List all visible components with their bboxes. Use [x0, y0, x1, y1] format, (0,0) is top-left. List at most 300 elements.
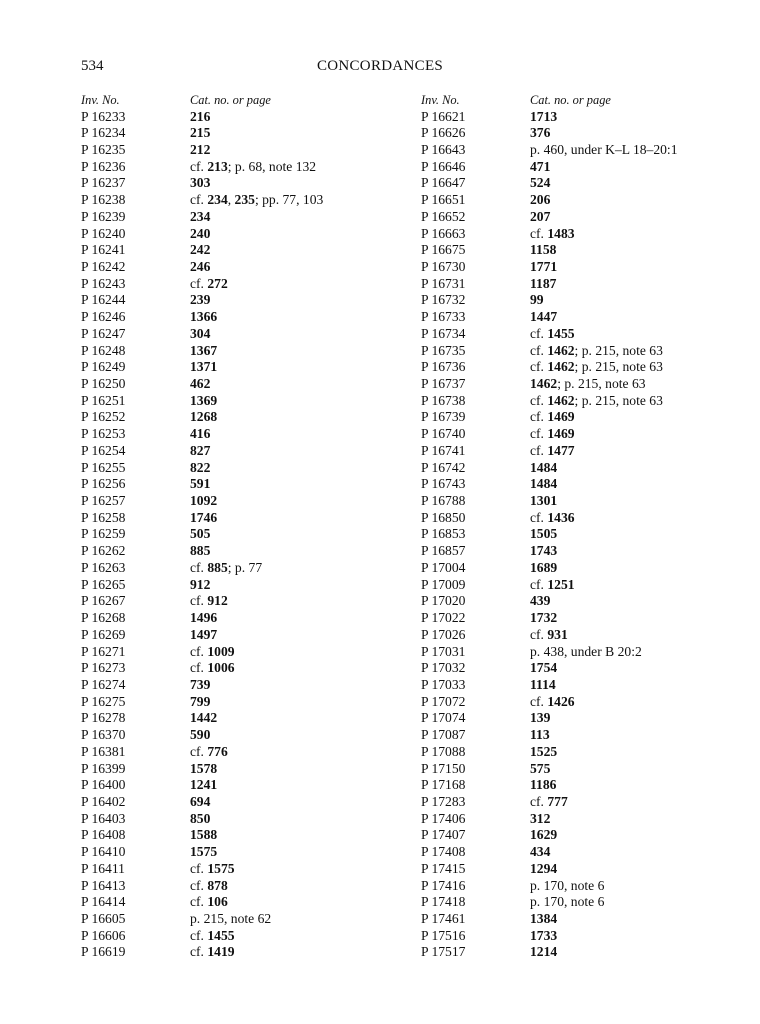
- reference-text: p. 170, note 6: [530, 877, 605, 893]
- catalogue-reference: [190, 593, 228, 610]
- reference-text: cf.: [530, 576, 548, 592]
- catalogue-reference: [190, 694, 210, 711]
- catalogue-number: 207: [530, 208, 551, 224]
- catalogue-number: 878: [207, 877, 228, 893]
- inventory-number: P 17408: [421, 844, 466, 860]
- catalogue-reference: [530, 443, 575, 460]
- reference-text: cf.: [530, 409, 548, 425]
- inventory-number: P 16255: [81, 459, 126, 475]
- catalogue-reference: [530, 526, 557, 543]
- catalogue-number: 312: [530, 810, 551, 826]
- inventory-number: P 17168: [421, 777, 466, 793]
- catalogue-number: 206: [530, 192, 551, 208]
- inventory-number: P 16408: [81, 827, 126, 843]
- inventory-number: P 16742: [421, 459, 466, 475]
- catalogue-number: 1092: [190, 493, 218, 509]
- inventory-number: P 16241: [81, 242, 126, 258]
- reference-text: ; p. 68, note 132: [227, 158, 317, 174]
- catalogue-number: 1713: [530, 108, 558, 124]
- inventory-number: P 16740: [421, 426, 466, 442]
- catalogue-number: 1241: [190, 777, 218, 793]
- catalogue-reference: [530, 226, 575, 243]
- reference-text: cf.: [190, 743, 208, 759]
- catalogue-number: 1186: [530, 777, 557, 793]
- catalogue-reference: [190, 460, 210, 477]
- reference-text: cf.: [530, 693, 548, 709]
- inventory-number: P 16606: [81, 927, 126, 943]
- reference-text: p. 438, under B 20:2: [530, 643, 642, 659]
- catalogue-number: 1114: [530, 676, 556, 692]
- catalogue-reference: [530, 928, 557, 945]
- catalogue-reference: [190, 727, 210, 744]
- inventory-number: P 16249: [81, 359, 126, 375]
- inventory-number: P 16250: [81, 376, 126, 391]
- catalogue-reference: [530, 694, 575, 711]
- inventory-number: P 16410: [81, 844, 126, 860]
- catalogue-reference: [190, 326, 210, 343]
- catalogue-number: 1525: [530, 743, 558, 759]
- catalogue-number: 376: [530, 125, 551, 141]
- inventory-number: P 16738: [421, 392, 466, 408]
- catalogue-reference: [190, 644, 235, 661]
- inventory-number: P 16252: [81, 409, 126, 425]
- catalogue-reference: [530, 476, 557, 493]
- inventory-number: P 17074: [421, 710, 466, 726]
- inventory-number: P 16278: [81, 710, 126, 726]
- catalogue-reference: [190, 911, 271, 928]
- catalogue-number: 1477: [547, 442, 575, 458]
- catalogue-reference: [190, 827, 217, 844]
- inventory-number: P 16243: [81, 275, 126, 291]
- catalogue-number: 240: [190, 225, 211, 241]
- catalogue-number: 1505: [530, 526, 558, 542]
- inventory-number: P 16256: [81, 476, 126, 492]
- inventory-number: P 16269: [81, 626, 126, 642]
- catalogue-reference: [190, 109, 210, 126]
- catalogue-number: 235: [234, 192, 255, 208]
- catalogue-number: 1629: [530, 827, 558, 843]
- catalogue-reference: [190, 878, 228, 895]
- reference-text: cf.: [190, 593, 208, 609]
- catalogue-number: 1268: [190, 409, 218, 425]
- catalogue-number: 239: [190, 292, 211, 308]
- reference-text: cf.: [190, 894, 208, 910]
- inventory-number: P 16247: [81, 325, 126, 341]
- catalogue-reference: [530, 844, 550, 861]
- inventory-number: P 16399: [81, 760, 126, 776]
- catalogue-number: 1483: [547, 225, 575, 241]
- inventory-number: P 16239: [81, 208, 126, 224]
- inventory-number: P 17022: [421, 610, 466, 626]
- catalogue-reference: [530, 861, 557, 878]
- catalogue-number: 234: [190, 208, 211, 224]
- reference-text: ; pp. 77, 103: [254, 192, 324, 208]
- reference-text: cf.: [530, 442, 548, 458]
- reference-text: cf.: [530, 793, 548, 809]
- inventory-number: P 16259: [81, 526, 126, 542]
- catalogue-number: 1426: [547, 693, 575, 709]
- inventory-number: P 16739: [421, 409, 466, 425]
- catalogue-reference: [190, 861, 235, 878]
- reference-text: p. 460, under K–L 18–20:1: [530, 141, 678, 157]
- catalogue-number: 1462: [547, 392, 575, 408]
- inventory-number: P 17150: [421, 760, 466, 776]
- inventory-number: P 16263: [81, 559, 126, 575]
- catalogue-reference: [530, 159, 550, 176]
- catalogue-reference: [190, 276, 228, 293]
- catalogue-reference: [190, 359, 217, 376]
- catalogue-reference: [190, 142, 210, 159]
- catalogue-reference: [530, 560, 557, 577]
- catalogue-reference: [530, 192, 550, 209]
- inventory-number: P 16853: [421, 526, 466, 542]
- catalogue-reference: [530, 911, 557, 928]
- inventory-number: P 16273: [81, 660, 126, 676]
- reference-text: ,: [227, 192, 235, 208]
- catalogue-reference: [530, 343, 663, 360]
- inventory-number: P 16253: [81, 426, 126, 442]
- catalogue-number: 505: [190, 526, 211, 542]
- catalogue-reference: [190, 928, 235, 945]
- catalogue-number: 1447: [530, 309, 558, 325]
- inventory-number: P 16275: [81, 693, 126, 709]
- reference-text: ; p. 77: [227, 559, 263, 575]
- inventory-number: P 16646: [421, 158, 466, 174]
- catalogue-number: 1771: [530, 258, 558, 274]
- catalogue-number: 1384: [530, 911, 558, 926]
- inventory-number: P 17418: [421, 894, 466, 910]
- reference-text: ; p. 215, note 63: [574, 342, 663, 358]
- inventory-number: P 16240: [81, 225, 126, 241]
- catalogue-number: 234: [207, 192, 228, 208]
- catalogue-number: 215: [190, 125, 211, 141]
- inventory-number: P 16268: [81, 610, 126, 626]
- catalogue-number: 1369: [190, 392, 218, 408]
- catalogue-number: 471: [530, 158, 551, 174]
- reference-text: cf.: [190, 192, 208, 208]
- catalogue-number: 303: [190, 175, 211, 191]
- reference-text: cf.: [190, 660, 208, 676]
- inventory-number: P 16651: [421, 192, 466, 208]
- reference-text: cf.: [190, 643, 208, 659]
- catalogue-reference: [530, 710, 550, 727]
- catalogue-number: 827: [190, 442, 211, 458]
- catalogue-reference: [190, 426, 210, 443]
- catalogue-reference: [190, 175, 210, 192]
- reference-text: cf.: [530, 342, 548, 358]
- catalogue-reference: [190, 710, 217, 727]
- catalogue-reference: [190, 944, 235, 961]
- catalogue-reference: [530, 376, 646, 393]
- inventory-number: P 16274: [81, 676, 126, 692]
- reference-text: cf.: [530, 325, 548, 341]
- inventory-number: P 16403: [81, 810, 126, 826]
- catalogue-number: 439: [530, 593, 551, 609]
- catalogue-reference: [530, 794, 568, 811]
- inventory-number: P 17407: [421, 827, 466, 843]
- catalogue-number: 1419: [207, 944, 235, 960]
- catalogue-number: 1442: [190, 710, 218, 726]
- page-header: [0, 58, 760, 78]
- catalogue-reference: [190, 744, 228, 761]
- catalogue-reference: [530, 109, 557, 126]
- catalogue-number: 1006: [207, 660, 235, 676]
- inventory-number: P 16267: [81, 593, 126, 609]
- reference-text: ; p. 215, note 63: [574, 392, 663, 408]
- catalogue-number: 524: [530, 175, 551, 191]
- catalogue-reference: [190, 192, 323, 209]
- catalogue-reference: [530, 593, 550, 610]
- reference-text: cf.: [190, 559, 208, 575]
- catalogue-reference: [190, 159, 316, 176]
- catalogue-reference: [530, 209, 550, 226]
- reference-text: cf.: [530, 392, 548, 408]
- reference-text: cf.: [530, 509, 548, 525]
- inventory-number: P 16647: [421, 175, 466, 191]
- page-number: 534: [81, 58, 104, 74]
- catalogue-number: 1469: [547, 409, 575, 425]
- catalogue-reference: [530, 326, 575, 343]
- inventory-number: P 16411: [81, 860, 125, 876]
- catalogue-reference: [530, 777, 556, 794]
- catalogue-reference: [530, 644, 642, 661]
- inventory-number: P 16248: [81, 342, 126, 358]
- catalogue-reference: [530, 409, 575, 426]
- inventory-number: P 16734: [421, 325, 466, 341]
- catalogue-reference: [190, 526, 210, 543]
- catalogue-reference: [530, 242, 556, 259]
- catalogue-number: 931: [547, 626, 568, 642]
- reference-text: cf.: [530, 626, 548, 642]
- catalogue-number: 1366: [190, 309, 218, 325]
- inv-no-heading: Inv. No.: [421, 93, 460, 107]
- catalogue-number: 822: [190, 459, 211, 475]
- catalogue-reference: [530, 175, 550, 192]
- inventory-number: P 17517: [421, 944, 466, 960]
- cat-no-heading: Cat. no. or page: [530, 93, 611, 107]
- catalogue-reference: [190, 794, 210, 811]
- inventory-number: P 16235: [81, 141, 126, 157]
- catalogue-number: 1251: [547, 576, 575, 592]
- catalogue-reference: [530, 811, 550, 828]
- reference-text: ; p. 215, note 63: [557, 376, 646, 391]
- catalogue-number: 1689: [530, 559, 558, 575]
- catalogue-number: 416: [190, 426, 211, 442]
- catalogue-number: 694: [190, 793, 211, 809]
- inventory-number: P 16251: [81, 392, 126, 408]
- inventory-number: P 17032: [421, 660, 466, 676]
- inventory-number: P 16741: [421, 442, 466, 458]
- reference-text: cf.: [530, 426, 548, 442]
- inventory-number: P 16258: [81, 509, 126, 525]
- catalogue-number: 1578: [190, 760, 218, 776]
- inventory-number: P 17026: [421, 626, 466, 642]
- catalogue-reference: [530, 292, 544, 309]
- inventory-number: P 17088: [421, 743, 466, 759]
- inventory-number: P 16271: [81, 643, 126, 659]
- catalogue-reference: [190, 209, 210, 226]
- catalogue-reference: [190, 476, 210, 493]
- reference-text: cf.: [190, 158, 208, 174]
- catalogue-reference: [190, 226, 210, 243]
- reference-text: cf.: [530, 225, 548, 241]
- inventory-number: P 16242: [81, 258, 126, 274]
- catalogue-number: 212: [190, 141, 211, 157]
- catalogue-number: 1733: [530, 927, 558, 943]
- inventory-number: P 16730: [421, 258, 466, 274]
- catalogue-number: 777: [547, 793, 568, 809]
- inventory-number: P 16743: [421, 476, 466, 492]
- catalogue-number: 272: [207, 275, 228, 291]
- catalogue-number: 885: [207, 559, 228, 575]
- reference-text: cf.: [190, 927, 208, 943]
- inventory-number: P 16619: [81, 944, 126, 960]
- inventory-number: P 17004: [421, 559, 466, 575]
- catalogue-reference: [190, 125, 210, 142]
- catalogue-number: 1732: [530, 610, 558, 626]
- inventory-number: P 16663: [421, 225, 466, 241]
- cat-no-heading: Cat. no. or page: [190, 93, 271, 107]
- inventory-number: P 16737: [421, 376, 466, 391]
- catalogue-number: 216: [190, 108, 211, 124]
- catalogue-reference: [190, 510, 217, 527]
- catalogue-reference: [190, 660, 235, 677]
- catalogue-reference: [530, 727, 550, 744]
- catalogue-reference: [190, 493, 217, 510]
- catalogue-reference: [190, 376, 210, 393]
- catalogue-reference: [190, 543, 210, 560]
- catalogue-reference: [530, 878, 604, 895]
- catalogue-reference: [530, 944, 557, 961]
- catalogue-reference: [530, 827, 557, 844]
- inventory-number: P 16652: [421, 208, 466, 224]
- catalogue-number: 1496: [190, 610, 218, 626]
- inventory-number: P 17009: [421, 576, 466, 592]
- catalogue-number: 106: [207, 894, 228, 910]
- inventory-number: P 16736: [421, 359, 466, 375]
- inventory-number: P 16262: [81, 543, 126, 559]
- catalogue-number: 591: [190, 476, 211, 492]
- catalogue-reference: [530, 543, 557, 560]
- catalogue-reference: [190, 259, 210, 276]
- catalogue-reference: [530, 677, 556, 694]
- catalogue-number: 1455: [207, 927, 235, 943]
- catalogue-number: 434: [530, 844, 551, 860]
- catalogue-reference: [190, 894, 228, 911]
- catalogue-reference: [190, 343, 217, 360]
- catalogue-number: 1158: [530, 242, 557, 258]
- catalogue-reference: [530, 142, 678, 159]
- reference-text: cf.: [190, 944, 208, 960]
- catalogue-reference: [190, 777, 217, 794]
- catalogue-reference: [190, 677, 210, 694]
- catalogue-number: 739: [190, 676, 211, 692]
- catalogue-reference: [190, 292, 210, 309]
- catalogue-number: 113: [530, 727, 550, 743]
- inventory-number: P 16675: [421, 242, 466, 258]
- catalogue-reference: [530, 359, 663, 376]
- catalogue-number: 1294: [530, 860, 558, 876]
- catalogue-reference: [530, 610, 557, 627]
- inventory-number: P 16402: [81, 793, 126, 809]
- catalogue-number: 590: [190, 727, 211, 743]
- inventory-number: P 16850: [421, 509, 466, 525]
- inventory-number: P 17033: [421, 676, 466, 692]
- catalogue-reference: [190, 761, 217, 778]
- reference-text: cf.: [190, 275, 208, 291]
- inventory-number: P 17416: [421, 877, 466, 893]
- catalogue-number: 304: [190, 325, 211, 341]
- inventory-number: P 16626: [421, 125, 466, 141]
- catalogue-number: 1484: [530, 476, 558, 492]
- inventory-number: P 16413: [81, 877, 126, 893]
- catalogue-number: 1436: [547, 509, 575, 525]
- catalogue-reference: [530, 125, 550, 142]
- inventory-number: P 17461: [421, 911, 466, 926]
- inventory-number: P 16257: [81, 493, 126, 509]
- reference-text: cf.: [530, 359, 548, 375]
- inventory-number: P 16733: [421, 309, 466, 325]
- catalogue-number: 776: [207, 743, 228, 759]
- running-title: CONCORDANCES: [316, 58, 444, 74]
- inventory-number: P 16244: [81, 292, 126, 308]
- catalogue-number: 462: [190, 376, 211, 391]
- catalogue-number: 799: [190, 693, 211, 709]
- catalogue-reference: [190, 242, 210, 259]
- catalogue-reference: [190, 560, 262, 577]
- inventory-number: P 16788: [421, 493, 466, 509]
- inventory-number: P 16254: [81, 442, 126, 458]
- catalogue-number: 1484: [530, 459, 558, 475]
- catalogue-number: 912: [190, 576, 211, 592]
- catalogue-number: 1743: [530, 543, 558, 559]
- inventory-number: P 16414: [81, 894, 126, 910]
- catalogue-number: 1214: [530, 944, 558, 960]
- catalogue-number: 139: [530, 710, 551, 726]
- catalogue-reference: [190, 627, 217, 644]
- inventory-number: P 16265: [81, 576, 126, 592]
- catalogue-number: 1746: [190, 509, 218, 525]
- catalogue-number: 1575: [207, 860, 235, 876]
- inv-no-heading: Inv. No.: [81, 93, 120, 107]
- catalogue-number: 1588: [190, 827, 218, 843]
- catalogue-reference: [530, 510, 575, 527]
- catalogue-number: 213: [207, 158, 228, 174]
- catalogue-reference: [530, 660, 557, 677]
- inventory-number: P 16643: [421, 141, 466, 157]
- catalogue-number: 1301: [530, 493, 558, 509]
- catalogue-reference: [530, 276, 556, 293]
- catalogue-reference: [530, 744, 557, 761]
- catalogue-reference: [530, 493, 557, 510]
- catalogue-reference: [190, 610, 217, 627]
- reference-text: ; p. 215, note 63: [574, 359, 663, 375]
- inventory-number: P 17283: [421, 793, 466, 809]
- catalogue-reference: [530, 309, 557, 326]
- inventory-number: P 16237: [81, 175, 126, 191]
- catalogue-reference: [530, 460, 557, 477]
- catalogue-reference: [530, 627, 568, 644]
- inventory-number: P 16236: [81, 158, 126, 174]
- catalogue-number: 99: [530, 292, 544, 308]
- catalogue-reference: [190, 309, 217, 326]
- catalogue-number: 912: [207, 593, 228, 609]
- catalogue-number: 1462: [547, 342, 575, 358]
- catalogue-reference: [530, 577, 575, 594]
- inventory-number: P 16234: [81, 125, 126, 141]
- inventory-number: P 16605: [81, 911, 126, 926]
- catalogue-number: 1187: [530, 275, 557, 291]
